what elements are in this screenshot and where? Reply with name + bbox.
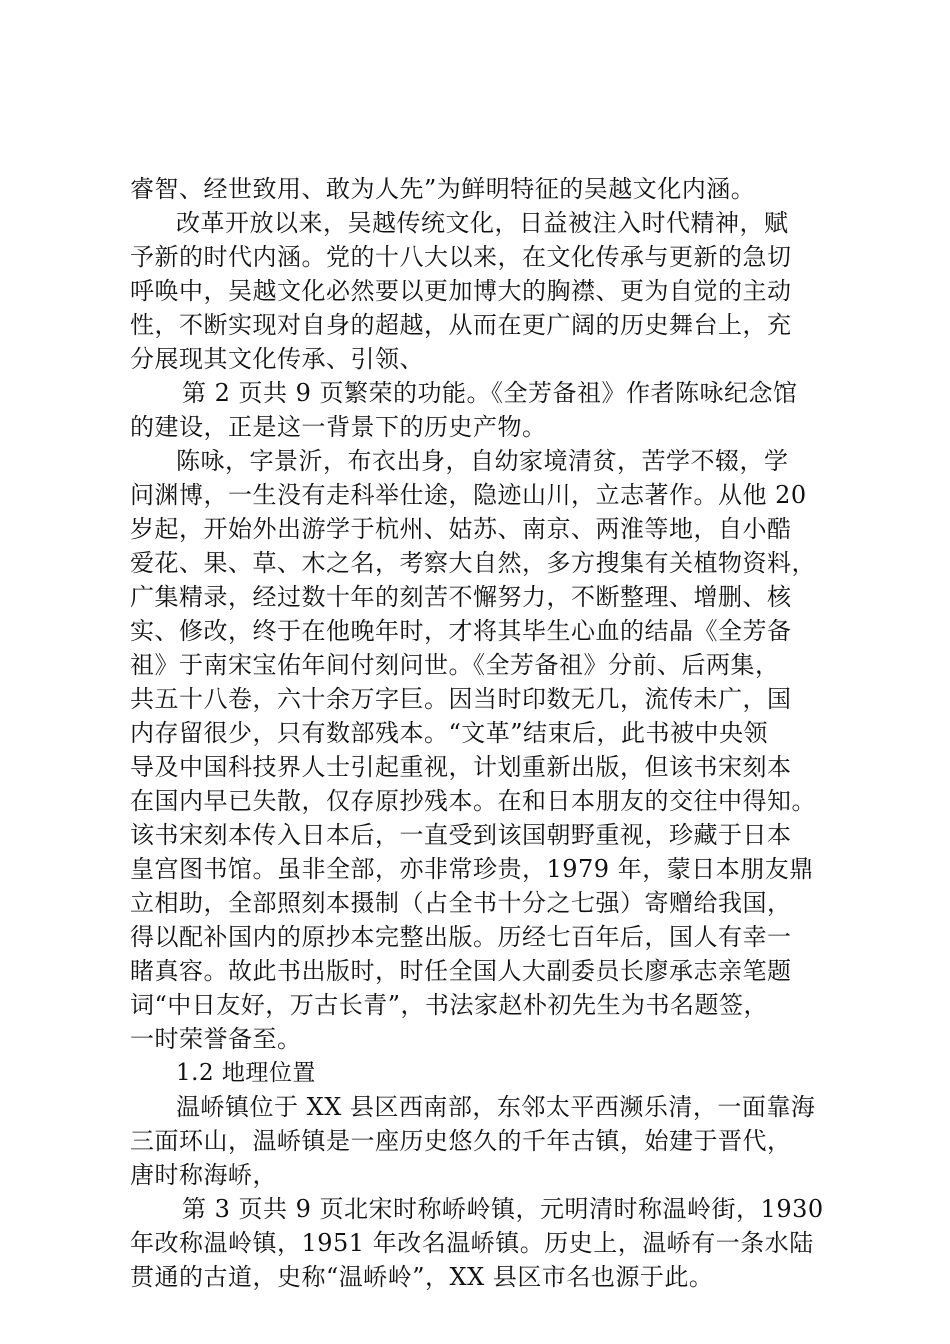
text-line: 睿智、经世致用、敢为人先”为鲜明特征的吴越文化内涵。: [130, 175, 756, 203]
text-line: 分展现其文化传承、引领、: [130, 345, 424, 373]
text-line: 问渊博，一生没有走科举仕途，隐迹山川，立志著作。从他 20: [130, 481, 807, 509]
text-line: 温峤镇位于 XX 县区西南部，东邻太平西濒乐清，一面靠海: [176, 1093, 816, 1121]
text-line: 唐时称海峤，: [130, 1161, 277, 1189]
text-line: 三面环山，温峤镇是一座历史悠久的千年古镇，始建于晋代，: [130, 1127, 792, 1155]
text-line: 性，不断实现对自身的超越，从而在更广阔的历史舞台上，充: [130, 311, 792, 339]
text-line: 睹真容。故此书出版时，时任全国人大副委员长廖承志亲笔题: [130, 957, 792, 985]
text-line: 立相助，全部照刻本摄制（占全书十分之七强）寄赠给我国，: [130, 889, 792, 917]
section-heading: 1.2 地理位置: [176, 1060, 316, 1086]
text-line: 贯通的古道，史称“温峤岭”，XX 县区市名也源于此。: [130, 1263, 714, 1291]
page-marker-line: 第 3 页共 9 页北宋时称峤岭镇，元明清时称温岭街，1930: [182, 1195, 824, 1223]
text-line: 改革开放以来，吴越传统文化，日益被注入时代精神，赋: [176, 209, 789, 237]
text-line: 该书宋刻本传入日本后，一直受到该国朝野重视，珍藏于日本: [130, 821, 792, 849]
text-line: 共五十八卷，六十余万字巨。因当时印数无几，流传未广，国: [130, 685, 792, 713]
text-line: 爱花、果、草、木之名，考察大自然，多方搜集有关植物资料，: [130, 549, 816, 577]
text-line: 广集精录，经过数十年的刻苦不懈努力，不断整理、增删、核: [130, 583, 792, 611]
text-line: 予新的时代内涵。党的十八大以来，在文化传承与更新的急切: [130, 243, 792, 271]
text-line: 词“中日友好，万古长青”，书法家赵朴初先生为书名题签，: [130, 991, 769, 1019]
text-line: 内存留很少，只有数部残本。“文革”结束后，此书被中央领: [130, 719, 769, 747]
text-line: 岁起，开始外出游学于杭州、姑苏、南京、两淮等地，自小酷: [130, 515, 792, 543]
text-line: 年改称温岭镇，1951 年改名温峤镇。历史上，温峤有一条水陆: [130, 1229, 814, 1257]
text-line: 祖》于南宋宝佑年间付刻问世。《全芳备祖》分前、后两集，: [130, 651, 780, 679]
text-line: 得以配补国内的原抄本完整出版。历经七百年后，国人有幸一: [130, 923, 792, 951]
text-line: 呼唤中，吴越文化必然要以更加博大的胸襟、更为自觉的主动: [130, 277, 792, 305]
text-line: 的建设，正是这一背景下的历史产物。: [130, 413, 547, 441]
text-line: 陈咏，字景沂，布衣出身，自幼家境清贫，苦学不辍，学: [176, 447, 789, 475]
text-line: 导及中国科技界人士引起重视，计划重新出版，但该书宋刻本: [130, 753, 792, 781]
page-marker-line: 第 2 页共 9 页繁荣的功能。《全芳备祖》作者陈咏纪念馆: [182, 379, 798, 407]
text-line: 一时荣誉备至。: [130, 1025, 302, 1053]
text-line: 皇宫图书馆。虽非全部，亦非常珍贵，1979 年，蒙日本朋友鼎: [130, 855, 814, 883]
text-line: 在国内早已失散，仅存原抄残本。在和日本朋友的交往中得知。: [130, 787, 816, 815]
text-line: 实、修改，终于在他晚年时，才将其毕生心血的结晶《全芳备: [130, 617, 792, 645]
